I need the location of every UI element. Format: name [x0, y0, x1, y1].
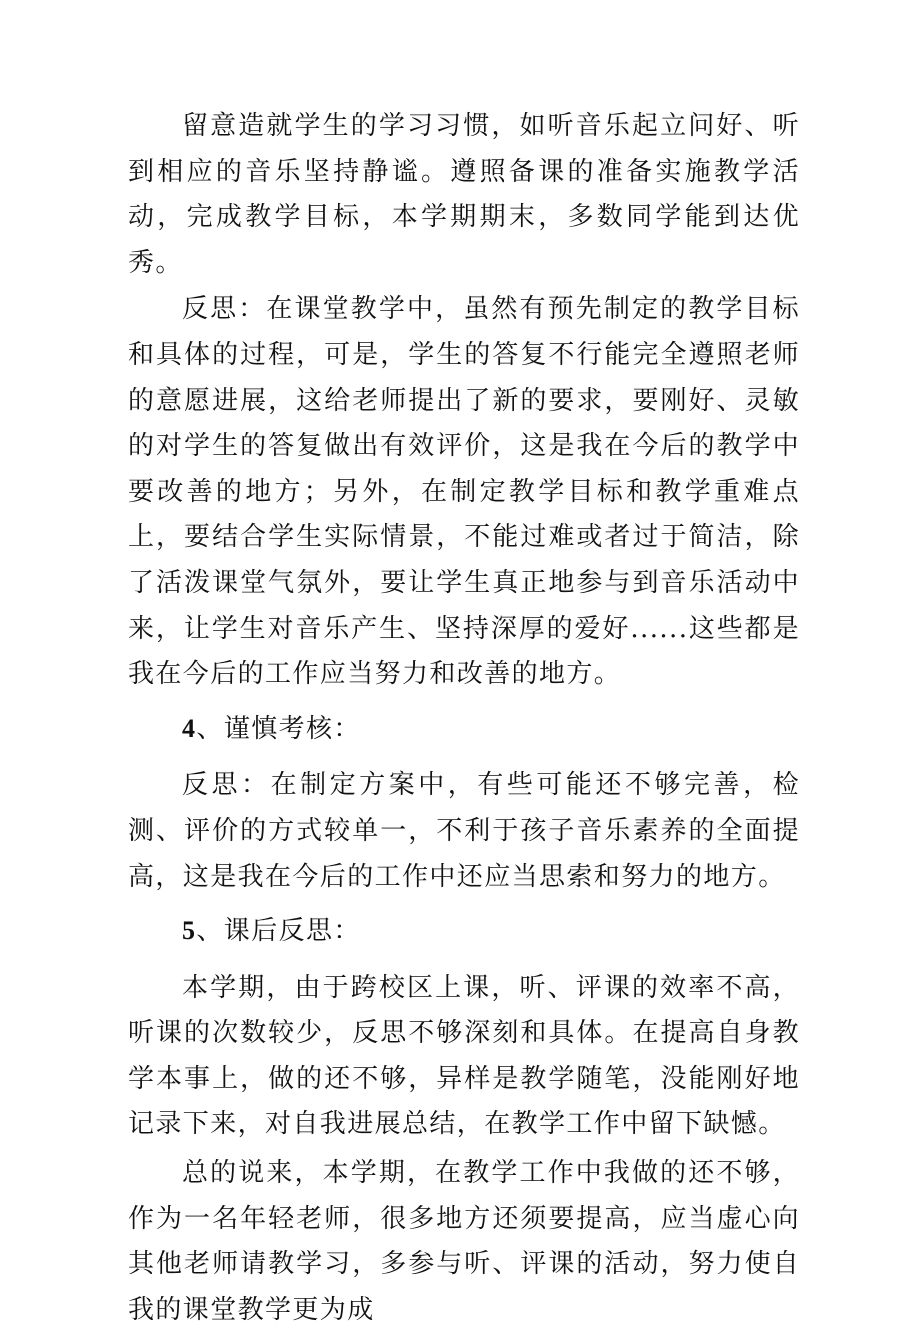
section-number-4: 4 [182, 713, 197, 743]
section-title-4: 、谨慎考核： [196, 713, 361, 744]
section-heading-4 [128, 706, 800, 753]
document-body [128, 104, 800, 1333]
paragraph-reflection-teaching: 反思：在课堂教学中，虽然有预先制定的教学目标和具体的过程，可是，学生的答复不行能完全遵照老师的意愿进展，这给老师提出了新的要求，要刚好、灵敏的对学生的答复做出有效评价，这是我在今后的教学中要改善的地方；另外，在制定教学目标和教学重难点上，要结合学生实际情景，不能过难或者过于简洁，除了活泼课堂气氛外，要让学生真正地参与到音乐活动中来，让学生对音乐产生、坚持深厚的爱好......这些都是我在今后的工作应当努力和改善的地方。 [128, 294, 800, 690]
section-number-5: 5 [182, 916, 197, 946]
paragraph-closing: 总的说来，本学期，在教学工作中我做的还不够，作为一名年轻老师，很多地方还须要提高，应当虚心向其他老师请教学习，多参与听、评课的活动，努力使自我的课堂教学更为成 [128, 1158, 800, 1325]
paragraph-after-class-reflection: 本学期，由于跨校区上课，听、评课的效率不高，听课的次数较少，反思不够深刻和具体。在提高自身教学本事上，做的还不够，异样是教学随笔，没能刚好地记录下来，对自我进展总结，在教学工作中留下缺憾。 [128, 972, 800, 1140]
section-heading-5 [128, 908, 800, 955]
paragraph-reflection-assessment: 反思：在制定方案中，有些可能还不够完善，检测、评价的方式较单一，不利于孩子音乐素养的全面提高，这是我在今后的工作中还应当思索和努力的地方。 [128, 770, 800, 892]
paragraph-habits: 留意造就学生的学习习惯，如听音乐起立问好、听到相应的音乐坚持静谧。遵照备课的准备实施教学活动，完成教学目标，本学期期末，多数同学能到达优秀。 [128, 111, 800, 278]
section-title-5: 、课后反思： [196, 916, 361, 947]
